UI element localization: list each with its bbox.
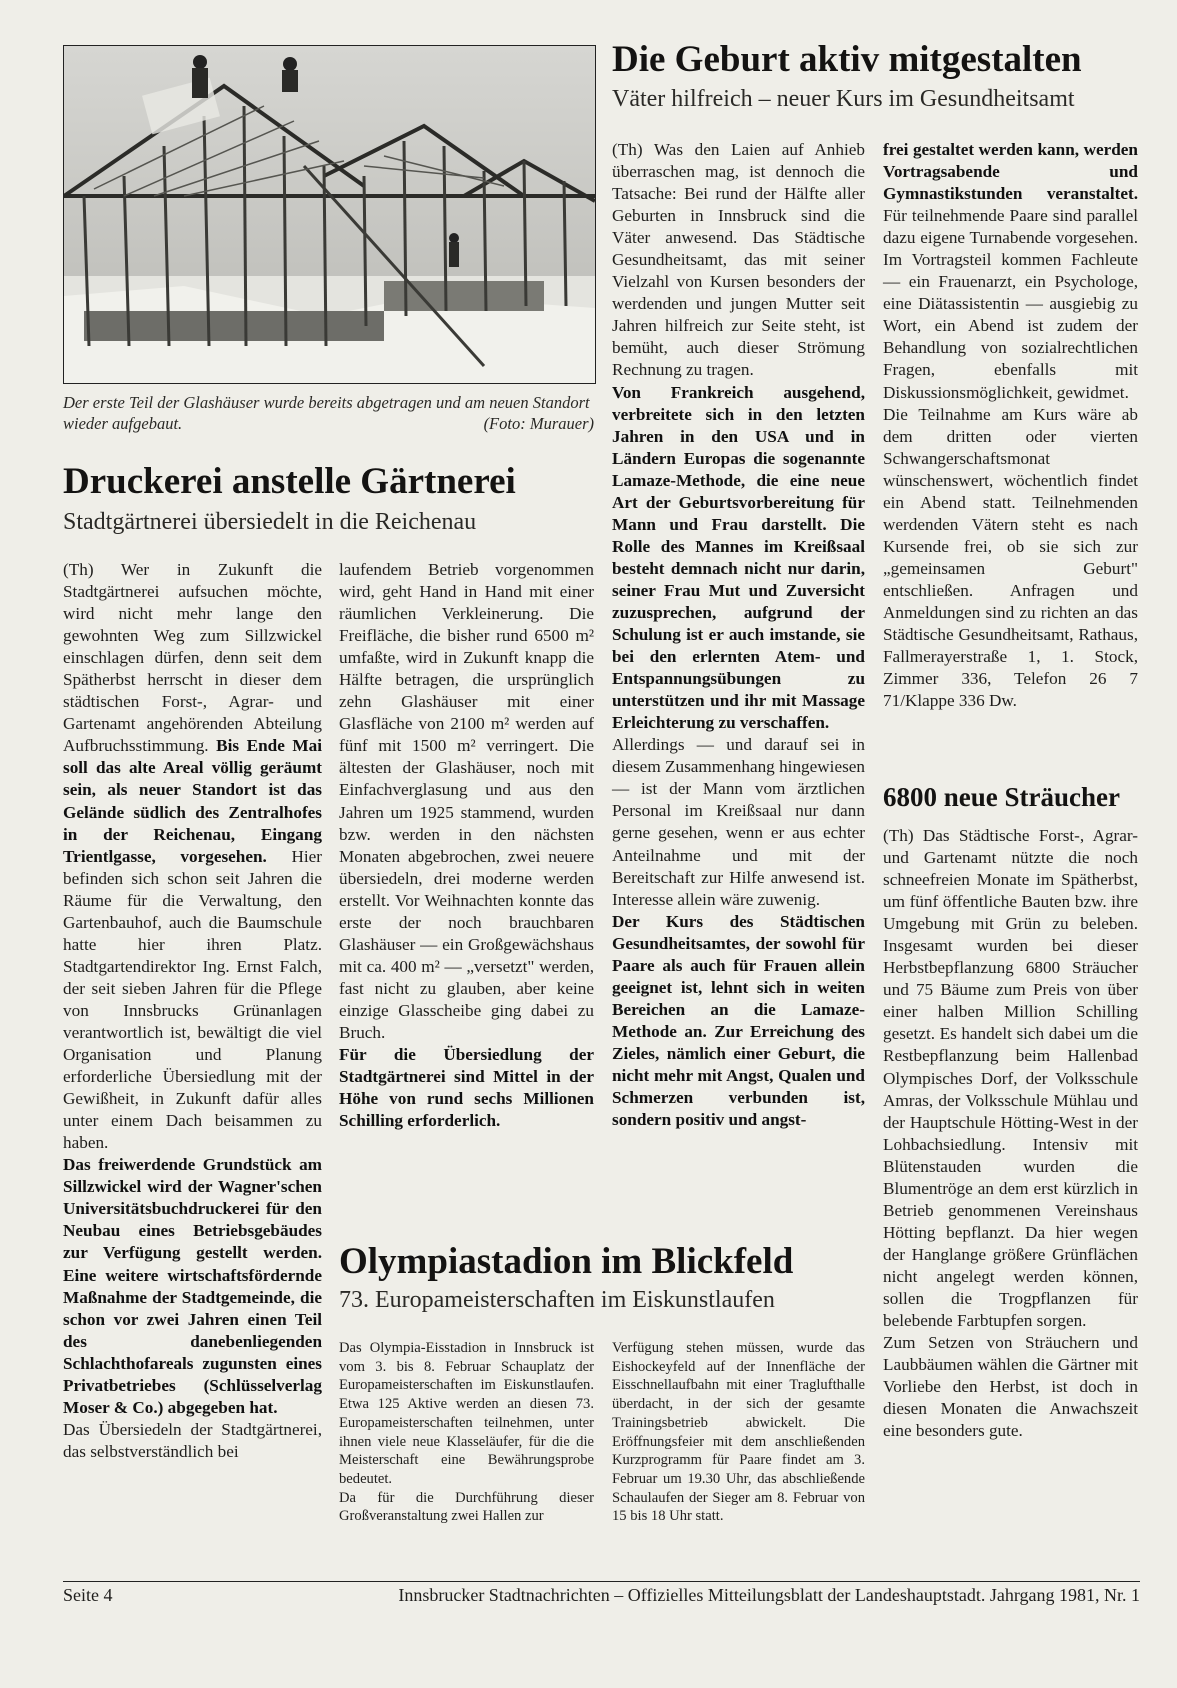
geburt-column-2: frei gestaltet werden kann, werden Vortragsabende und Gymnastikstunden veranstaltet. Für teilnehmende Paare sind parallel dazu eigene Turnabende vorgesehen. Im Vortragsteil kommen Fachleute — ein Frauenarzt, ein Psychologe, eine Diätassistentin — ausgiebig zu Wort, ein Abend ist zudem der Behandlung von sozialrechtlichen Fragen, ebenfalls mit Diskussionsmöglichkeit, gewidmet. Die Teilnahme am Kurs wäre ab dem dritten oder vierten Schwangerschaftsmonat wünschenswert, wöchentlich findet ein Abend statt. Teilnehmenden werdenden Vätern steht es nach Kursende frei, ob sie sich zur „gemeinsamen Geburt" entschließen. Anfragen und Anmeldungen sind zu richten an das Städtische Gesundheitsamt, Rathaus, Fallmerayerstraße 1, 1. Stock, Zimmer 336, Telefon 26 7 71/Klappe 336 Dw. (883, 140, 1138, 711)
geburt-column-1: (Th) Was den Laien auf Anhieb überraschen mag, ist dennoch die Tatsache: Bei rund der Hälfte aller Geburten in Innsbruck sind die Väter anwesend. Das Städtische Gesundheitsamt, das mit seiner Vielzahl von Kursen besonders der werdenden und jungen Mutter seit Jahren hilfreich zur Seite steht, ist bemüht, auch dieser Strömung Rechnung zu tragen. Von Frankreich ausgehend, verbreitete sich in den letzten Jahren in den USA und in Ländern Europas die sogenannte Lamaze-Methode, die eine neue Art der Geburtsvorbereitung für Mann und Frau darstellt. Die Rolle des Mannes im Kreißsaal besteht demnach nicht nur darin, seiner Frau Mut und Zuversicht zuzusprechen, aufgrund der Schulung ist er auch imstande, sie bei den erlernten Atem- und Entspannungsübungen zu unterstützen und ihr mit Massage Erleichterung zu verschaffen. Allerdings — und darauf sei in diesem Zusammenhang hingewiesen — ist der Mann vom ärztlichen Personal im Kreißsaal nur dann gerne gesehen, wenn er aus echter Anteilnahme und mit der Bereitschaft zur Hilfe anwesend ist. Interesse allein wäre zuwenig. Der Kurs des Städtischen Gesundheitsamtes, der sowohl für Paare als auch für Frauen allein geeignet ist, lehnt sich in weiten Bereichen an die Lamaze-Methode an. Zur Erreichung des Zieles, nämlich einer Geburt, die nicht mehr mit Angst, Qualen und Schmerzen verbunden ist, sondern positiv und angst- (612, 140, 865, 1130)
footer-rule (63, 1581, 1140, 1582)
page-number: Seite 4 (63, 1585, 113, 1605)
photo-credit: (Foto: Murauer) (483, 414, 594, 433)
druckerei-headline: Druckerei anstelle Gärtnerei (63, 461, 516, 502)
olympia-column-2: Verfügung stehen müssen, wurde das Eishockeyfeld auf der Innenfläche der Eisschnellaufbahn mit einer Traglufthalle überdacht, in der sich der gesamte Trainingsbetrieb abwickelt. Die Eröffnungsfeier mit dem anschließenden Kurzprogramm für Paare findet am 3. Februar um 19.30 Uhr, das abschließende Schaulaufen der Sieger am 8. Februar von 15 bis 18 Uhr statt. (612, 1340, 865, 1525)
straeucher-headline: 6800 neue Sträucher (883, 782, 1120, 812)
olympia-column-1: Das Olympia-Eisstadion in Innsbruck ist vom 3. bis 8. Februar Schauplatz der Europameisterschaften im Eiskunstlaufen. Etwa 125 Aktive werden an diesen 73. Europameisterschaften teilnehmen, unter ihnen viele neue Klasseläufer, für die die Meisterschaft eine Bewährungsprobe bedeutet. Da für die Durchführung dieser Großveranstaltung zwei Hallen zur (339, 1340, 594, 1525)
straeucher-column: (Th) Das Städtische Forst-, Agrar- und Gartenamt nützte die noch schneefreien Monate im Spätherbst, um fünf öffentliche Bauten bzw. ihre Umgebung mit Grün zu beleben. Insgesamt wurden bei dieser Herbstbepflanzung 6800 Sträucher und 75 Bäume zum Preis von über einer halben Million Schilling gesetzt. Es handelt sich dabei um die Restbepflanzung beim Hallenbad Olympisches Dorf, der Volksschule Amras, der Volksschule Mühlau und der Hauptschule Hötting-West in der Lohbachsiedlung. Intensiv mit Blütenstauden wurden die Blumentröge an dem erst kürzlich in Betrieb genommenen Vereinshaus Hötting bepflanzt. Da hier wegen der Hanglange größere Grünflächen nicht angelegt werden können, sollen die Trogpflanzen für belebende Farbtupfen sorgen. Zum Setzen von Sträuchern und Laubbäumen wählen die Gärtner mit Vorliebe den Herbst, ist doch in diesen Monaten die Anwachszeit eine besonders gute. (883, 826, 1138, 1441)
greenhouse-photo-image (64, 46, 595, 383)
geburt-headline: Die Geburt aktiv mitgestalten (612, 39, 1082, 80)
greenhouse-photo (63, 45, 596, 384)
olympia-headline: Olympiastadion im Blickfeld (339, 1241, 794, 1282)
druckerei-column-1: (Th) Wer in Zukunft die Stadtgärtnerei aufsuchen möchte, wird nicht mehr lange den gewohnten Weg zum Sillzwickel einschlagen dürfen, denn seit dem Spätherbst herrscht in dieser dem städtischen Forst-, Agrar- und Gartenamt angehörenden Abteilung Aufbruchsstimmung. Bis Ende Mai soll das alte Areal völlig geräumt sein, als neuer Standort ist das Gelände südlich des Zentralhofes in der Reichenau, Eingang Trientlgasse, vorgesehen. Hier befinden sich schon seit Jahren die Räume für die Verwaltung, den Gartenbauhof, auch die Baumschule hatte hier ihren Platz. Stadtgartendirektor Ing. Ernst Falch, der seit sieben Jahren für die Pflege von Innsbrucks Grünanlagen verantwortlich ist, bewältigt die viel Organisation und Planung erforderliche Übersiedlung mit der Gewißheit, in Zukunft dafür alles unter einem Dach beisammen zu haben. Das freiwerdende Grundstück am Sillzwickel wird der Wagner'schen Universitätsbuchdruckerei für den Neubau eines Betriebsgebäudes zur Verfügung gestellt werden. Eine weitere wirtschaftsfördernde Maßnahme der Stadtgemeinde, die schon vor zwei Jahren einen Teil des danebenliegenden Schlachthofareals zugunsten eines Privatbetriebes (Schlüsselverlag Moser & Co.) abgegeben hat. Das Übersiedeln der Stadtgärtnerei, das selbstverständlich bei (63, 560, 323, 1461)
photo-caption (63, 392, 594, 434)
caption-text: Der erste Teil der Glashäuser wurde bereits abgetragen und am neuen Standort wieder aufgebaut. (63, 393, 590, 433)
druckerei-column-2: laufendem Betrieb vorgenommen wird, geht Hand in Hand mit einer räumlichen Verkleinerung. Die Freifläche, die bisher rund 6500 m² umfaßte, wird in Zukunft knapp die Hälfte betragen, die ursprünglich zehn Glashäuser mit einer Glasfläche von 2100 m² werden auf fünf mit 1500 m² verringert. Die ältesten der Glashäuser, noch mit Einfachverglasung und aus den Jahren um 1925 stammend, wurden bzw. werden in den nächsten Monaten abgebrochen, zwei neuere übersiedeln, drei moderne werden erstellt. Vor Weihnachten konnte das erste der noch brauchbaren Glashäuser — ein Großgewächshaus mit ca. 400 m² — „versetzt" werden, fast nicht zu glauben, aber keine einzige Glasscheibe ging dabei zu Bruch. Für die Übersiedlung der Stadtgärtnerei sind Mittel in der Höhe von rund sechs Millionen Schilling erforderlich. (339, 560, 594, 1131)
publication-line: Innsbrucker Stadtnachrichten – Offizielles Mitteilungsblatt der Landeshauptstadt. Jahrgang 1981, Nr. 1 (398, 1585, 1140, 1605)
druckerei-subheadline: Stadtgärtnerei übersiedelt in die Reichenau (63, 509, 477, 535)
geburt-subheadline: Väter hilfreich – neuer Kurs im Gesundheitsamt (612, 86, 1075, 112)
olympia-subheadline: 73. Europameisterschaften im Eiskunstlaufen (339, 1287, 775, 1313)
